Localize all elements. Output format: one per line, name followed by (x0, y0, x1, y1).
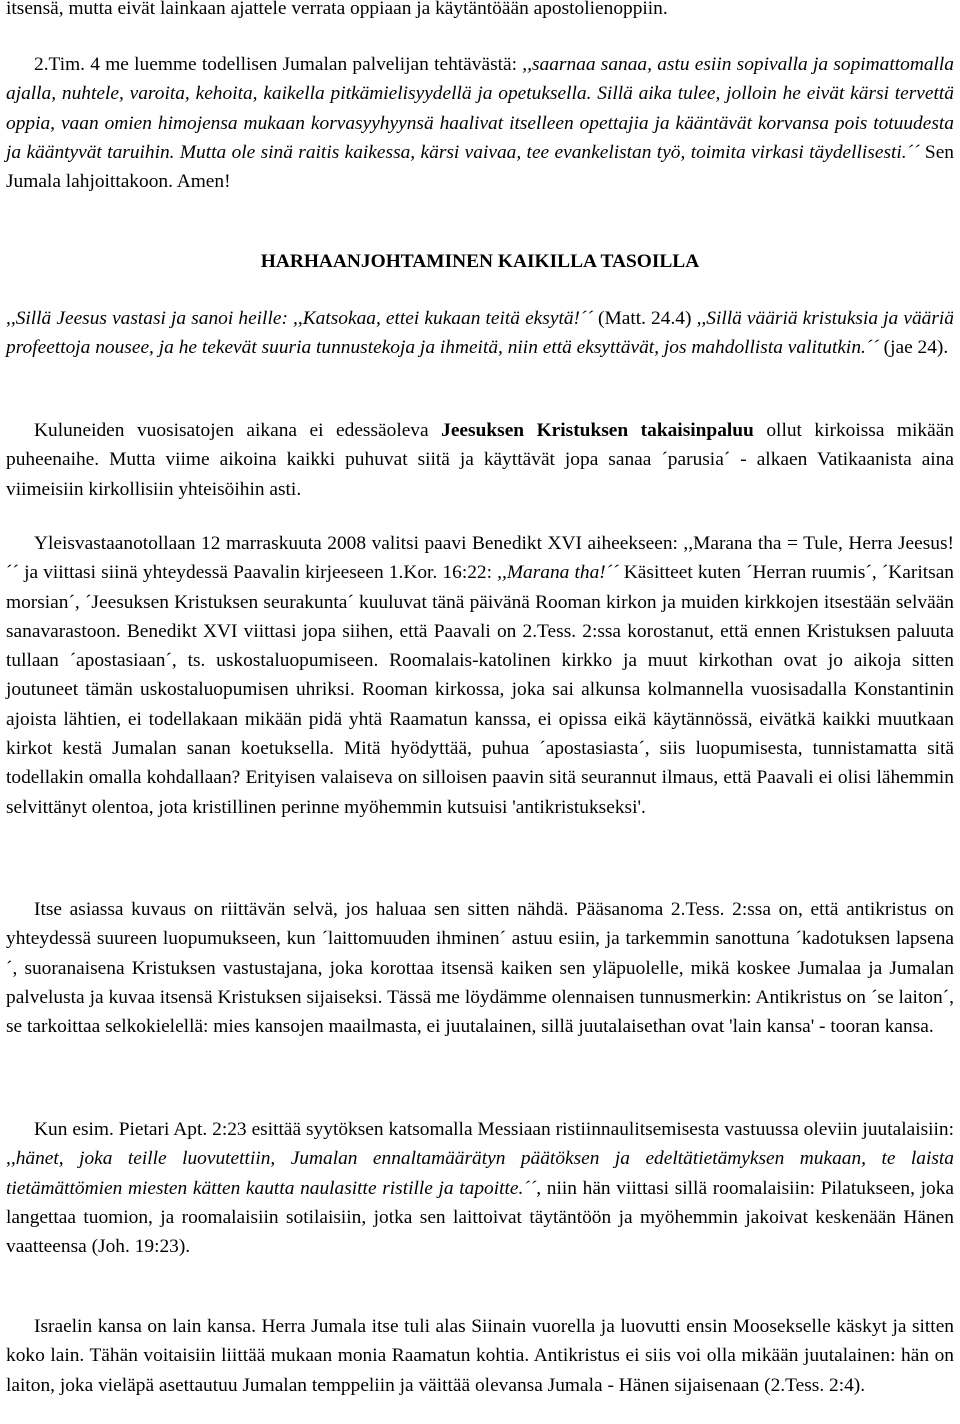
text-run: Käsitteet kuten ´Herran ruumis´, ´Karitsan morsian´, ´Jeesuksen Kristuksen seurakunta´ kuuluvat tänä päivänä Rooman kirkon ja muiden kirkkojen itsestään selvään sanavarastoon. Benedikt XVI viittasi jopa siihen, että Paavali on 2.Tess. 2:ssa korostanut, että ennen Kristuksen paluuta tullaan ´apostasiaan´, ts. uskostaluopumiseen. Roomalais-katolinen kirkko ja muut kirkothan ovat jo aikoja sitten joutuneet tämän uskostaluopumisen uhriksi. Rooman kirkossa, joka sai alkunsa kolmannella vuosisadalla Konstantinin ajoista lähtien, ei todellakaan mikään pidä yhtä Raamatun kanssa, ei opissa eikä käytännössä, eivätkä kaikki muutkaan kirkot kestä Jumalan sanan koetuksella. Mitä hyödyttää, puhua ´apostasiasta´, siis luopumisesta, tunnistamatta sitä todellakin omalla kohdallaan? Erityisen valaiseva on silloisen paavin sitä seurannut ilmaus, että Paavali ei olisi lähemmin selvittänyt olentoa, jota kristillinen perinne myöhemmin kutsuisi 'antikristukseksi'. (6, 562, 954, 818)
paragraph-paluu (6, 416, 954, 504)
paragraph-pietari (6, 1115, 954, 1261)
text-run: ,,saarnaa sanaa, astu esiin sopivalla ja sopimattomalla ajalla, nuhtele, varoita, kehoita, kaikella pitkämielisyydellä ja opetuksella. Sillä aika tulee, jolloin he eivät kärsi tervettä oppia, vaan omien himojensa mukaan korvasyyhyynsä haalivat itselleen opettajia ja kääntävät korvansa pois totuudesta ja kääntyvät taruihin. Mutta ole sinä raitis kaikessa, kärsi vaivaa, tee evankelistan työ, toimita virkasi täydellisesti.´´ (6, 54, 955, 163)
text-run: (Matt. 24.4) (592, 308, 697, 329)
paragraph-intro (6, 0, 954, 23)
text-run: Kun esim. Pietari Apt. 2:23 esittää syytöksen katsomalla Messiaan ristiinnaulitsemisesta vastuussa oleviin juutalaisiin: (34, 1119, 954, 1140)
text-run: ollut kirkoissa mikään puheenaihe. Mutta viime aikoina kaikki puhuvat siitä ja käyttävät jopa sanaa ´parusia´ - alkaen Vatikaanista aina viimeisiin kirkollisiin yhteisöihin asti. (6, 420, 955, 500)
text-run: ,,Sillä Jeesus vastasi ja sanoi heille: ,,Katsokaa, ettei kukaan teitä eksytä!´´ (6, 308, 593, 329)
paragraph-matt (6, 304, 954, 363)
paragraph-benedikt (6, 529, 954, 822)
text-run: ,,Sillä vääriä kristuksia ja vääriä profeettoja nousee, ja he tekevät suuria tunnustekoja ja ihmeitä, niin että eksyttävät, jos mahdollista valitutkin.´´ (6, 308, 954, 359)
text-run: 2.Tim. 4 me luemme todellisen Jumalan palvelijan tehtävästä: (34, 54, 523, 75)
text-run: Jeesuksen Kristuksen takaisinpaluu (441, 420, 754, 441)
text-run: Kuluneiden vuosisatojen aikana ei edessäoleva (34, 420, 442, 441)
text-run: (jae 24). (878, 337, 949, 359)
paragraph-2tess (6, 895, 954, 1041)
text-run: , niin hän viittasi sillä roomalaisiin: Pilatukseen, joka langettaa tuomion, ja roomalaisiin sotilaisiin, jotka sen laittoivat täytäntöön ja myöhemmin jakoivat keskenään Hänen vaatteensa (Joh. 19:23). (6, 1177, 955, 1258)
text-run: ,,Marana tha!´´ (497, 562, 619, 584)
section-heading: HARHAANJOHTAMINEN KAIKILLA TASOILLA (260, 251, 700, 272)
text-run: Israelin kansa on lain kansa. Herra Jumala itse tuli alas Siinain vuorella ja luovutti ensin Moosekselle käskyt ja sitten koko lain. Tähän voitaisiin liittää mukaan monia Raamatun kohtia. Antikristus ei siis voi olla mikään juutalainen: hän on laiton, joka vieläpä asettautuu Jumalan temppeliin ja väittää olevansa Jumala - Hänen sijaisenaan (2.Tess. 2:4). (6, 1316, 954, 1396)
paragraph-israel (6, 1312, 954, 1400)
paragraph-2tim (6, 50, 954, 196)
text-run: Itse asiassa kuvaus on riittävän selvä, jos haluaa sen sitten nähdä. Pääsanoma 2.Tess. 2:ssa on, että antikristus on yhteydessä suureen luopumukseen, kun ´laittomuuden ihminen´ astuu esiin, ja tarkemmin sanottuna ´kadotuksen lapsena´, suoranaisena Kristuksen vastustajana, joka korottaa itsensä kaiken sen yläpuolelle, mikä koskee Jumalaa ja Jumalan palvelusta ja kuvaa itsensä Kristuksen sijaiseksi. Tässä me löydämme olennaisen tunnusmerkin: Antikristus on ´se laiton´, se tarkoittaa selkokielellä: mies kansojen maailmasta, ei juutalainen, sillä juutalaisethan ovat 'lain kansa' - tooran kansa. (6, 899, 954, 1038)
text-run: Yleisvastaanotollaan 12 marraskuuta 2008 valitsi paavi Benedikt XVI aiheekseen: ,,Marana tha = Tule, Herra Jeesus!´´ ja viittasi siinä yhteydessä Paavalin kirjeeseen 1.Kor. 16:22: (6, 533, 954, 584)
text-run: ,,hänet, joka teille luovutettiin, Jumalan ennaltamäärätyn päätöksen ja edeltätietämyksen mukaan, te laista tietämättömien miesten kätten kautta naulasitte ristille ja tapoitte.´´ (6, 1148, 954, 1199)
text-run: Sen Jumala lahjoittakoon. Amen! (6, 141, 954, 193)
text-run: itsensä, mutta eivät lainkaan ajattele verrata oppiaan ja käytäntöään apostolienoppiin. (6, 0, 668, 19)
